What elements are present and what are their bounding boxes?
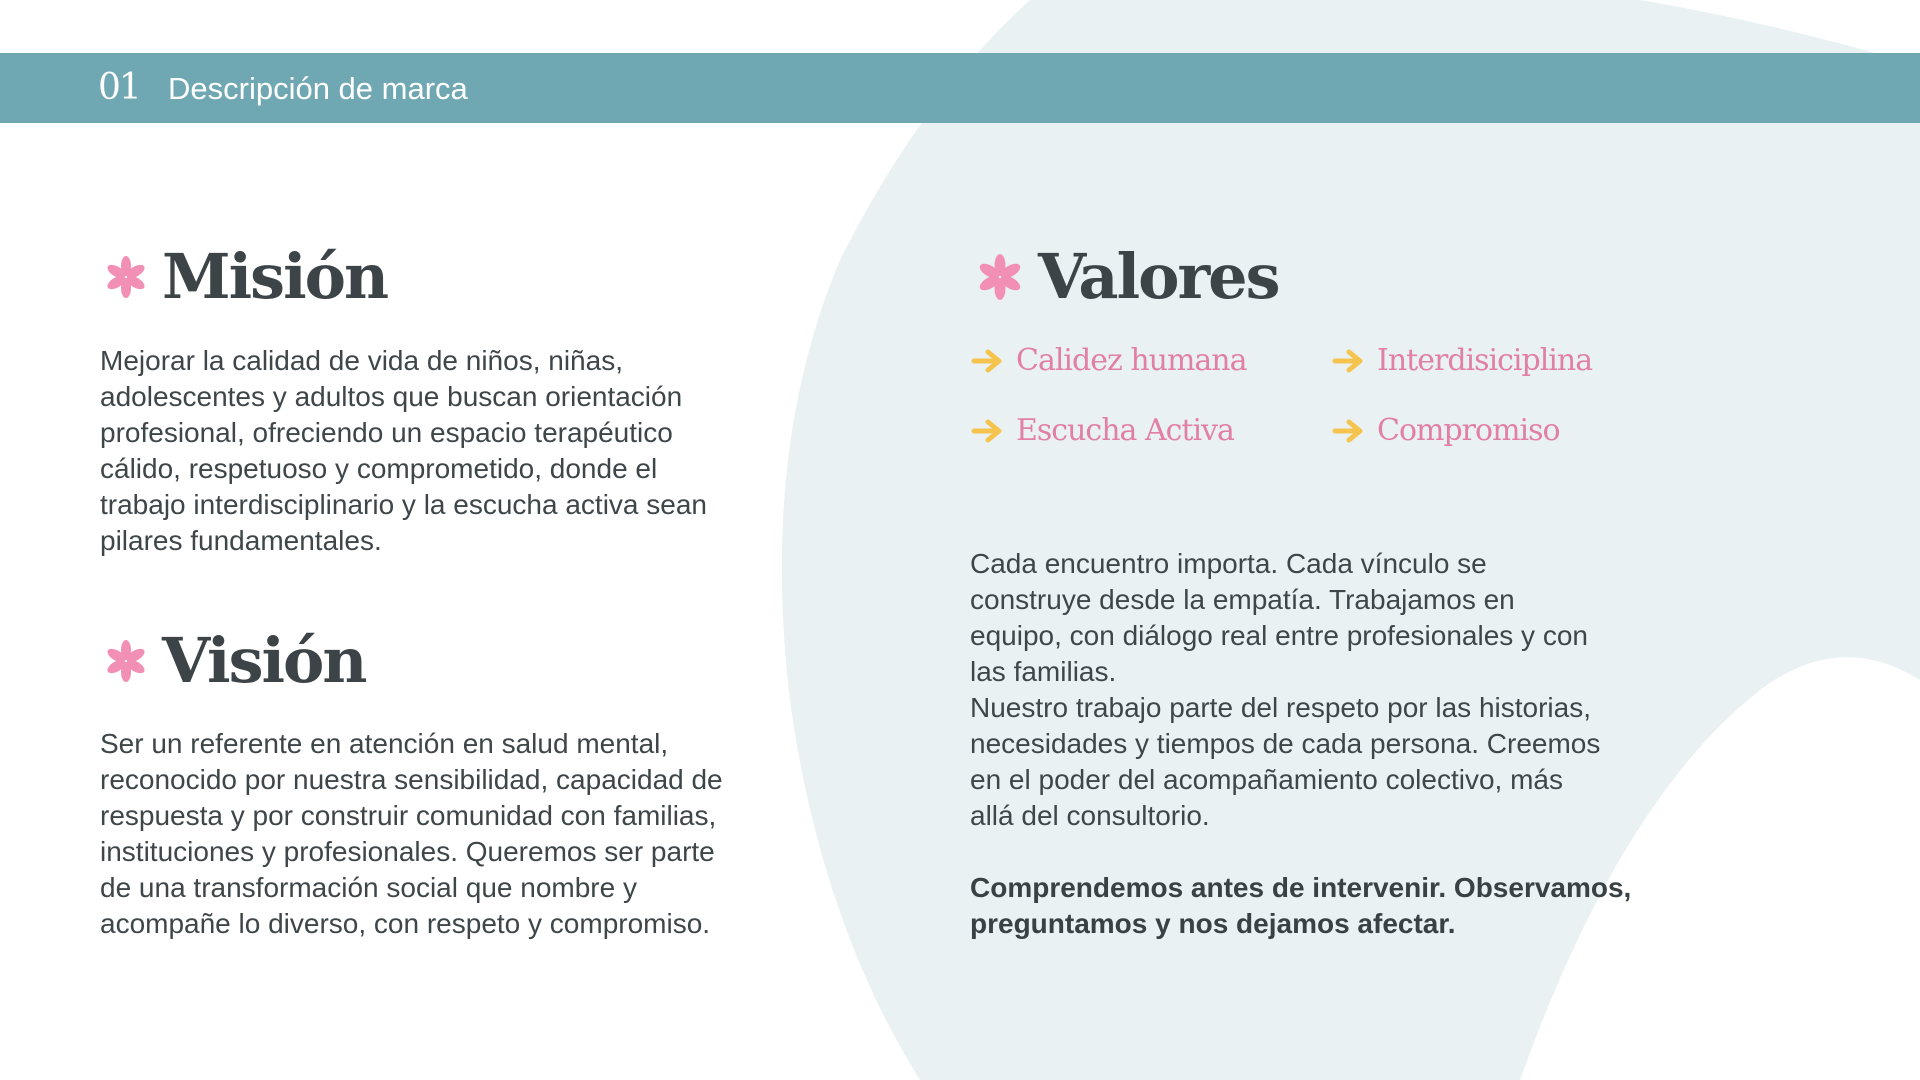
mision-heading — [104, 240, 387, 313]
valores-line: Nuestro trabajo parte del respeto por las historias, — [970, 692, 1591, 723]
vision-line: reconocido por nuestra sensibilidad, capacidad de — [100, 764, 723, 795]
section-title: Descripción de marca — [168, 71, 468, 106]
mision-line: trabajo interdisciplinario y la escucha activa sean — [100, 489, 707, 520]
valores-closing — [970, 870, 1631, 942]
valores-line: las familias. — [970, 656, 1117, 687]
value-label: Calidez humana — [1016, 343, 1247, 378]
closing-line: preguntamos y nos dejamos afectar. — [970, 908, 1456, 939]
arrow-right-icon — [970, 417, 1006, 445]
valores-line: Cada encuentro importa. Cada vínculo se — [970, 548, 1487, 579]
vision-line: acompañe lo diverso, con respeto y compromiso. — [100, 908, 711, 939]
value-label: Escucha Activa — [1016, 413, 1234, 448]
mision-line: cálido, respetuoso y comprometido, donde el — [100, 453, 658, 484]
closing-line: Comprendemos antes de intervenir. Observamos, — [970, 872, 1632, 903]
mision-line: profesional, ofreciendo un espacio terapéutico — [100, 417, 673, 448]
value-item — [1331, 413, 1560, 448]
mision-title: Misión — [162, 240, 388, 313]
flower-icon — [104, 639, 148, 683]
mision-line: adolescentes y adultos que buscan orientación — [100, 381, 683, 412]
vision-heading — [104, 624, 365, 697]
mision-line: pilares fundamentales. — [100, 525, 382, 556]
valores-line: necesidades y tiempos de cada persona. Creemos — [970, 728, 1601, 759]
arrow-right-icon — [970, 347, 1006, 375]
valores-line: equipo, con diálogo real entre profesionales y con — [970, 620, 1588, 651]
vision-line: instituciones y profesionales. Queremos ser parte — [100, 836, 715, 867]
value-item — [970, 413, 1234, 448]
valores-heading — [976, 240, 1279, 313]
flower-icon — [104, 255, 148, 299]
value-label: Interdisiciplina — [1377, 343, 1593, 378]
value-item — [1331, 343, 1592, 378]
flower-icon — [976, 253, 1024, 301]
valores-title: Valores — [1038, 240, 1279, 313]
vision-line: de una transformación social que nombre y — [100, 872, 637, 903]
arrow-right-icon — [1331, 347, 1367, 375]
vision-line: Ser un referente en atención en salud mental, — [100, 728, 669, 759]
vision-line: respuesta y por construir comunidad con familias, — [100, 800, 717, 831]
value-label: Compromiso — [1377, 413, 1560, 448]
arrow-right-icon — [1331, 417, 1367, 445]
valores-line: allá del consultorio. — [970, 800, 1210, 831]
value-item — [970, 343, 1247, 378]
section-number: 01 — [98, 67, 140, 108]
mision-text — [100, 343, 707, 559]
vision-title: Visión — [162, 624, 366, 697]
section-header-bar — [0, 53, 1920, 123]
vision-text — [100, 726, 723, 942]
valores-text — [970, 546, 1600, 834]
valores-line: en el poder del acompañamiento colectivo, más — [970, 764, 1564, 795]
valores-line: construye desde la empatía. Trabajamos en — [970, 584, 1515, 615]
mision-line: Mejorar la calidad de vida de niños, niñas, — [100, 345, 623, 376]
